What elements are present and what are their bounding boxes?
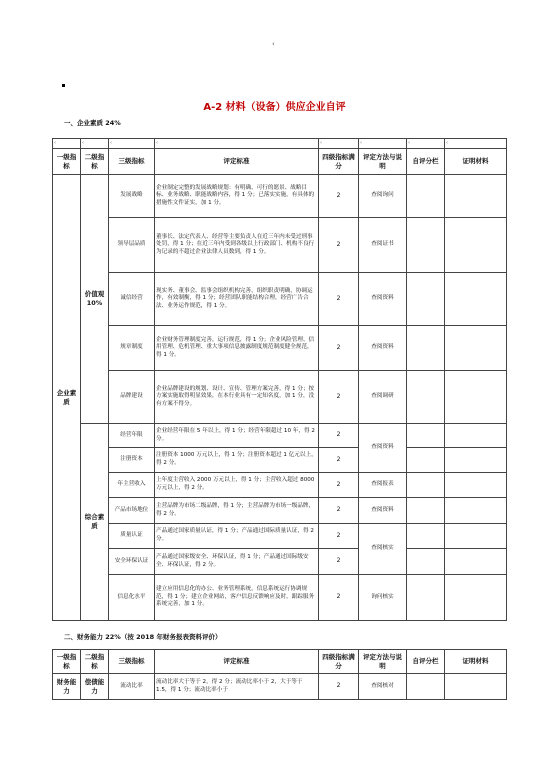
level3-cell: 产品市场地位 [109, 498, 155, 524]
self-score-cell[interactable] [407, 424, 445, 448]
level3-cell: 注册资本 [109, 448, 155, 473]
self-score-cell[interactable] [407, 473, 445, 498]
table-row [53, 326, 507, 371]
level3-cell: 规章制度 [109, 326, 155, 371]
document-title: A-2 材料（设备）供应企业自评 [203, 102, 346, 113]
level3-cell: 品牌建设 [109, 371, 155, 424]
table-row [53, 549, 507, 575]
table-header-row [53, 650, 507, 674]
header-self: 自评分栏 [407, 650, 445, 674]
bullet-marker [62, 84, 65, 87]
self-score-cell[interactable] [407, 448, 445, 473]
header-level2: 二级指标 [81, 149, 109, 175]
criteria-cell: 企业制定完整的发展战略规划：有明确、可行的愿景、战略目标、业务战略、职能战略内容，得 1 分；已落实实施，有具体的措施性文件证实，加 1 分。 [155, 175, 319, 218]
header-criteria: 评定标准 [155, 650, 319, 674]
table-row [53, 218, 507, 273]
self-score-cell[interactable] [407, 549, 445, 575]
method-cell: 查阅资料 [359, 273, 407, 326]
criteria-cell: 注册资本 1000 万元以上，得 1 分；注册资本超过 1 亿元以上，得 2 分。 [155, 448, 319, 473]
method-cell: 查阅资料 [359, 326, 407, 371]
header-score: 四级指标满分 [319, 149, 359, 175]
header-evidence: 证明材料 [445, 650, 507, 674]
level3-cell: 诚信经营 [109, 273, 155, 326]
self-score-cell[interactable] [407, 524, 445, 549]
evidence-cell[interactable] [445, 273, 507, 326]
level3-cell: 质量认证 [109, 524, 155, 549]
table-row [53, 175, 507, 218]
header-level2: 二级指标 [81, 650, 109, 674]
self-score-cell[interactable] [407, 575, 445, 621]
evidence-cell[interactable] [445, 218, 507, 273]
table-header-row [53, 149, 507, 175]
header-self: 自评分栏 [407, 149, 445, 175]
evaluation-table-1 [52, 138, 507, 621]
evidence-cell[interactable] [445, 549, 507, 575]
self-score-cell[interactable] [407, 371, 445, 424]
table-row [53, 273, 507, 326]
score-cell: 2 [319, 549, 359, 575]
level1-cell: 财务能力 [53, 674, 81, 700]
method-cell: 查阅证书 [359, 218, 407, 273]
method-cell: 查阅核实 [359, 524, 407, 575]
evidence-cell[interactable] [445, 448, 507, 473]
top-marks-row: ‹ ‹ ‹ ‹ ‹ ‹ ‹ ‹ [53, 139, 507, 149]
criteria-cell: 流动比率大于等于 2，得 2 分；流动比率小于 2，大于等于 1.5，得 1 分；流动比率小于 [155, 674, 319, 700]
evidence-cell[interactable] [445, 371, 507, 424]
self-score-cell[interactable] [407, 498, 445, 524]
criteria-cell: 建立应用信息化的办公、业务管理系统，信息系统运行协调规范，得 1 分；建立企业网站，客户信息反馈响应及时，跟踪服务系统完善，加 1 分。 [155, 575, 319, 621]
criteria-cell: 主营品牌为市场二级品牌，得 1 分；主营品牌为市场一级品牌，得 2 分。 [155, 498, 319, 524]
level3-cell: 领导层品质 [109, 218, 155, 273]
table-row [53, 498, 507, 524]
score-cell: 2 [319, 524, 359, 549]
table-row [53, 448, 507, 473]
evidence-cell[interactable] [445, 326, 507, 371]
score-cell: 2 [319, 371, 359, 424]
level3-cell: 发展战略 [109, 175, 155, 218]
level2-cell-values: 价值观 10% [81, 175, 109, 424]
evidence-cell[interactable] [445, 424, 507, 448]
score-cell: 2 [319, 473, 359, 498]
level3-cell: 信息化水平 [109, 575, 155, 621]
page-top-mark: ‹ [272, 40, 275, 48]
evidence-cell[interactable] [445, 674, 507, 700]
self-score-cell[interactable] [407, 175, 445, 218]
self-score-cell[interactable] [407, 218, 445, 273]
method-cell: 查阅询问 [359, 175, 407, 218]
evidence-cell[interactable] [445, 175, 507, 218]
score-cell: 2 [319, 674, 359, 700]
criteria-cell: 企业品牌建设的规划、设计、宣传、管理方案完善，得 1 分；按方案实施取得明显效果，在本行业具有一定知名度，加 1 分，没有方案不得分。 [155, 371, 319, 424]
header-method: 评定方法与说明 [359, 149, 407, 175]
level3-cell: 经营年限 [109, 424, 155, 448]
level3-cell: 年主营收入 [109, 473, 155, 498]
evaluation-table-2 [52, 649, 507, 700]
table-row [53, 371, 507, 424]
table-row [53, 674, 507, 700]
level3-cell: 安全环保认证 [109, 549, 155, 575]
level3-cell: 流动比率 [109, 674, 155, 700]
criteria-cell: 董事长、法定代表人、经营等主要负责人在近三年内未受过刑事处罚，得 1 分；在近三年内受到各级以上行政部门、机构不良行为记录的不超过企业法律人员数到，得 1 分。 [155, 218, 319, 273]
evidence-cell[interactable] [445, 575, 507, 621]
score-cell: 2 [319, 326, 359, 371]
header-level3: 三级指标 [109, 650, 155, 674]
criteria-cell: 产品通过国家质量认证，得 1 分；产品通过国际质量认证，得 2 分。 [155, 524, 319, 549]
table-row [53, 473, 507, 498]
method-cell: 查阅资料 [359, 498, 407, 524]
table-row [53, 575, 507, 621]
score-cell: 2 [319, 218, 359, 273]
method-cell: 询问核实 [359, 575, 407, 621]
header-criteria: 评定标准 [155, 149, 319, 175]
header-level3: 三级指标 [109, 149, 155, 175]
method-cell: 查阅调研 [359, 371, 407, 424]
level1-cell: 企业素质 [53, 175, 81, 621]
header-level1: 一级指标 [53, 650, 81, 674]
criteria-cell: 产品通过国家级安全、环保认证，得 1 分；产品通过国际级安全、环保认证，得 2 分。 [155, 549, 319, 575]
score-cell: 2 [319, 575, 359, 621]
score-cell: 2 [319, 175, 359, 218]
table-row [53, 424, 507, 448]
criteria-cell: 上年度主营收入 2000 万元以上，得 1 分；主营收入超过 8000 万元以上，得 2 分。 [155, 473, 319, 498]
header-evidence: 证明材料 [445, 149, 507, 175]
header-score: 四级指标满分 [319, 650, 359, 674]
level2-cell: 偿债能力 [81, 674, 109, 700]
evidence-cell[interactable] [445, 498, 507, 524]
self-score-cell[interactable] [407, 273, 445, 326]
evidence-cell[interactable] [445, 473, 507, 498]
header-method: 评定方法与说明 [359, 650, 407, 674]
level2-cell-overall: 综合素质 [81, 424, 109, 621]
criteria-cell: 现实务、董事会、监事会组织机构完善，组织职责明确，协调运作，有效制衡，得 1 分；经营团队职能结构合理，经营广告合法、业务运作规范，得 1 分。 [155, 273, 319, 326]
header-level1: 一级指标 [53, 149, 81, 175]
self-score-cell[interactable] [407, 326, 445, 371]
score-cell: 2 [319, 448, 359, 473]
section-1-heading: 一、企业素质 24% [64, 119, 121, 127]
method-cell: 查阅资料 [359, 424, 407, 473]
criteria-cell: 企业经营年限在 5 年以上，得 1 分；经营年限超过 10 年，得 2 分。 [155, 424, 319, 448]
criteria-cell: 企业财务管理制度完善，运行规范，得 1 分；企业风险管理、信用管理、危机管理、重大事项信息披露制度规范制度健全规范，得 1 分。 [155, 326, 319, 371]
table-row [53, 524, 507, 549]
score-cell: 2 [319, 498, 359, 524]
method-cell: 查阅报表 [359, 473, 407, 498]
evidence-cell[interactable] [445, 524, 507, 549]
method-cell: 查阅核对 [359, 674, 407, 700]
section-2-heading: 二、财务能力 22%（按 2018 年财务报表资料评价） [64, 633, 222, 641]
score-cell: 2 [319, 273, 359, 326]
score-cell: 2 [319, 424, 359, 448]
self-score-cell[interactable] [407, 674, 445, 700]
